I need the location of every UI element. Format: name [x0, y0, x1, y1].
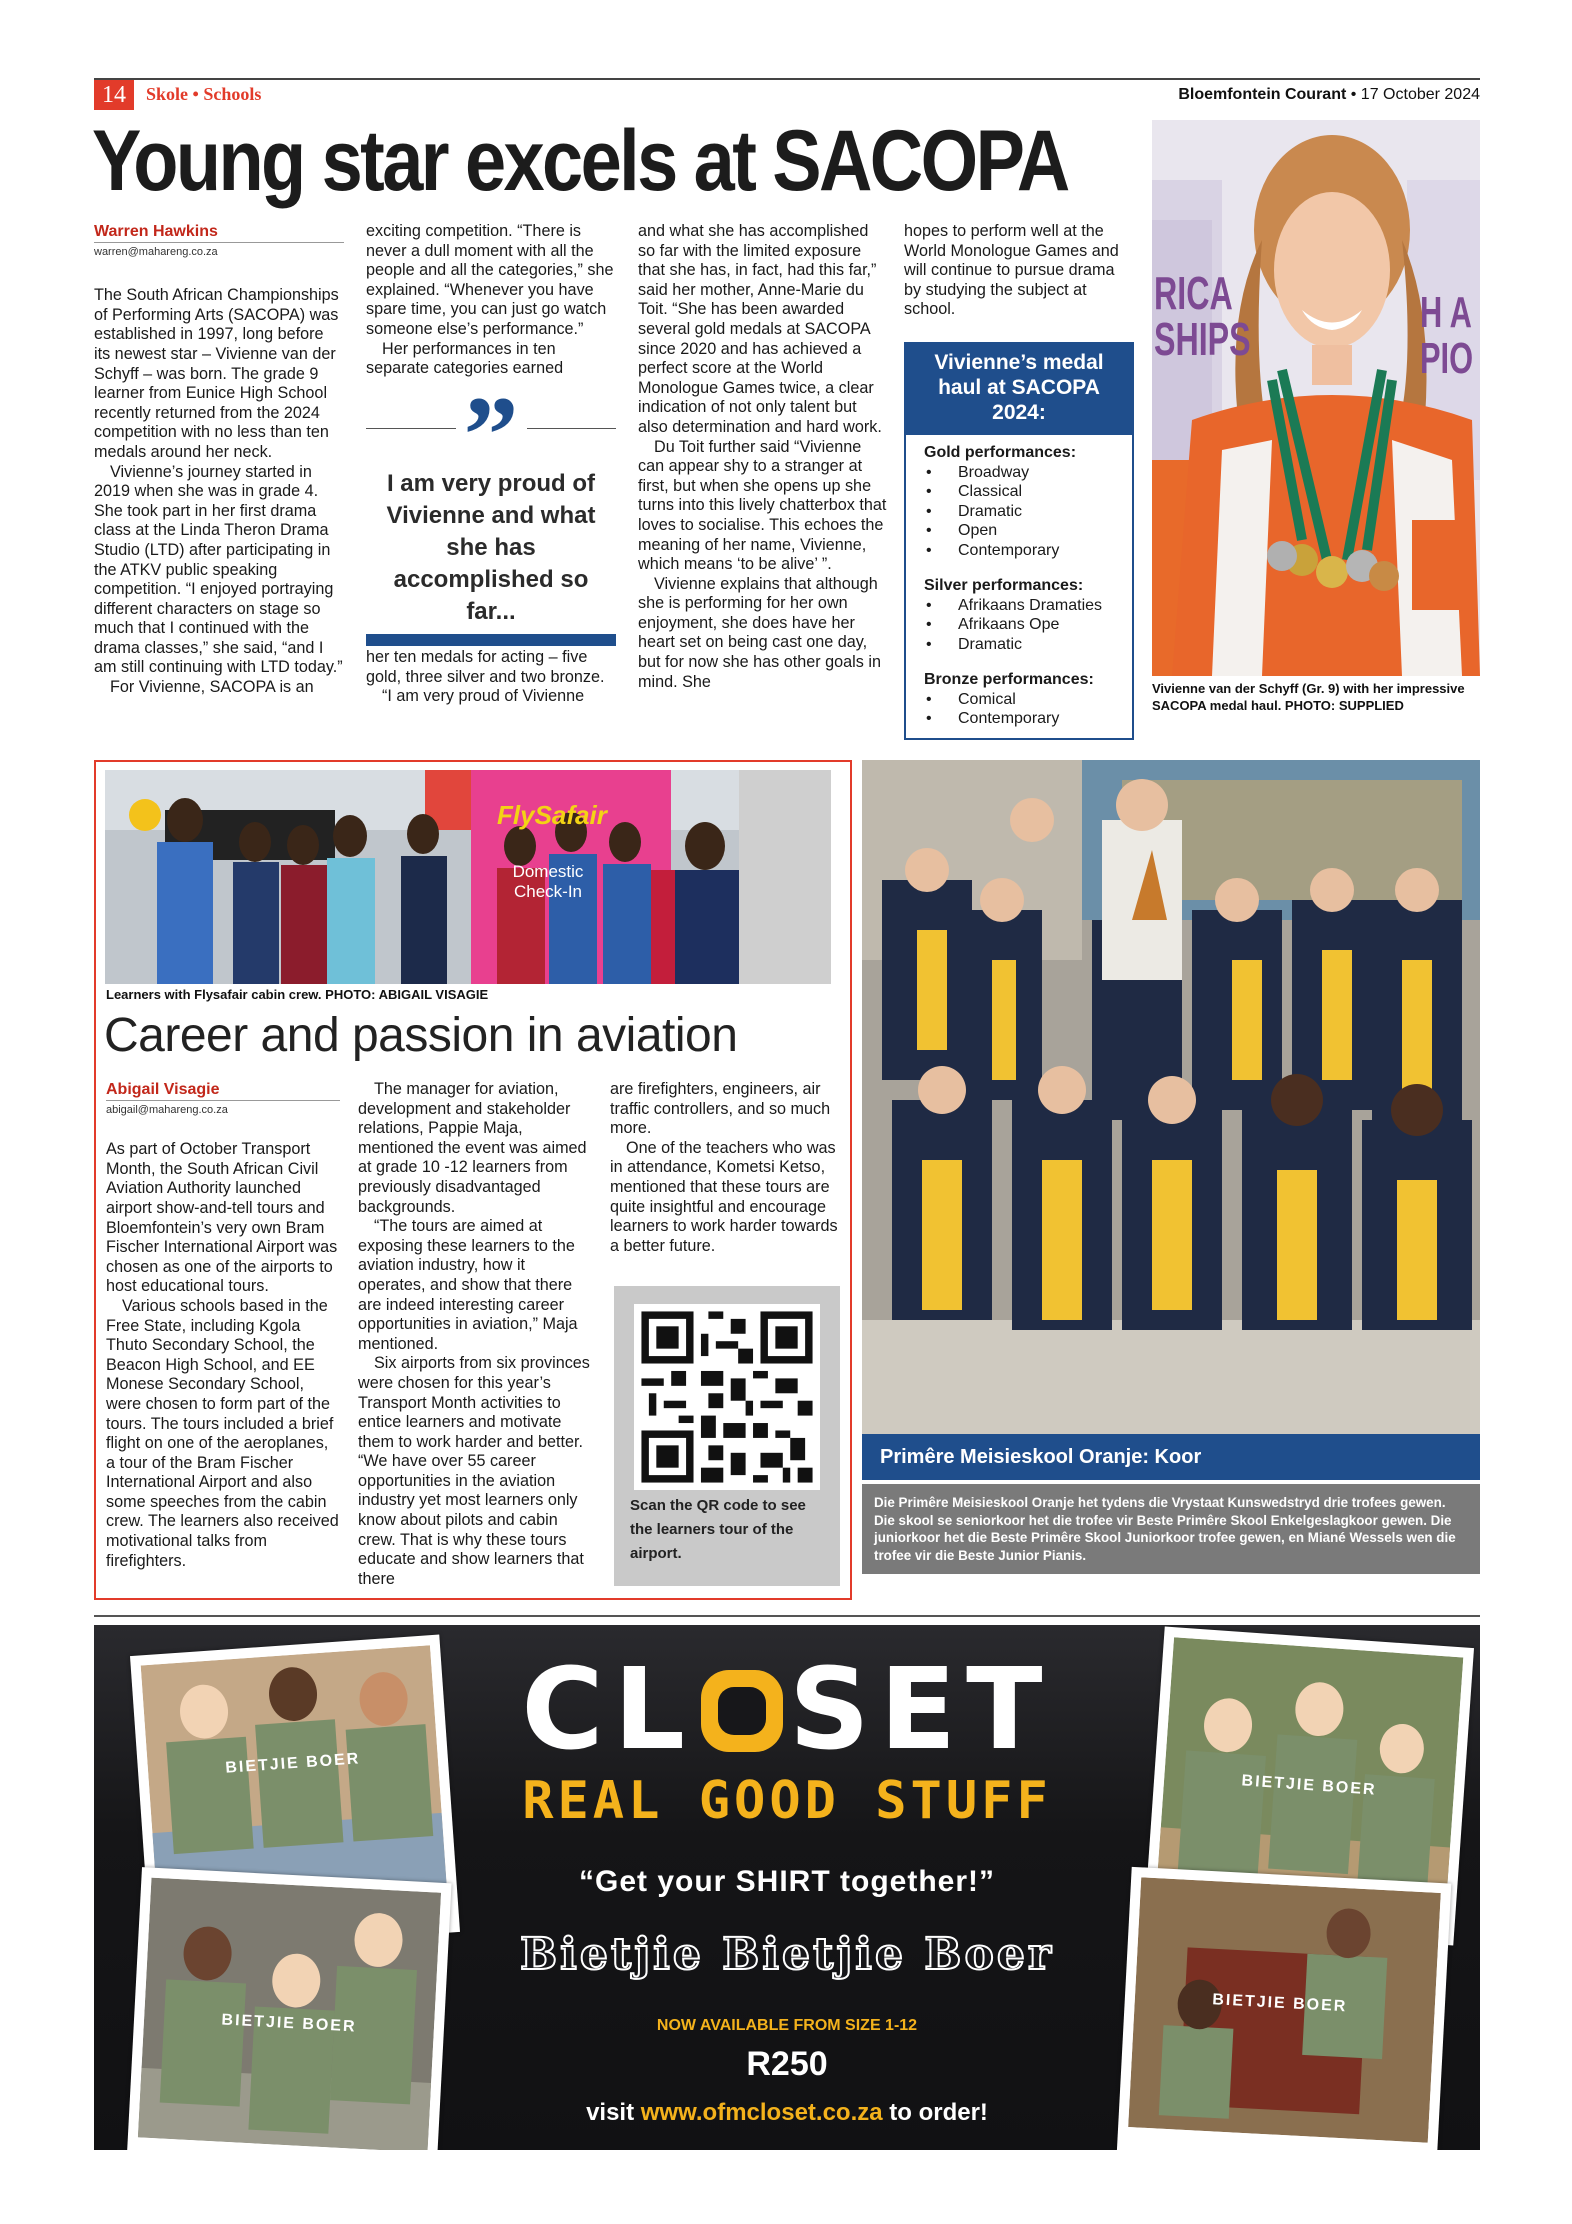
- article1-col4: [904, 222, 1134, 320]
- vivienne-photo: [1152, 120, 1480, 676]
- article2-col2: [358, 1080, 592, 1589]
- closet-advert[interactable]: [94, 1625, 1480, 2150]
- article2-col3: [610, 1080, 840, 1256]
- qr-code-icon[interactable]: [634, 1304, 820, 1490]
- vivienne-photo-caption: Vivienne van der Schyff (Gr. 9) with her impressive SACOPA medal haul. PHOTO: SUPPLIED: [1152, 681, 1465, 713]
- paragraph: “I am very proud of Vivienne: [382, 687, 585, 706]
- list-item: • Comical: [924, 690, 1122, 710]
- medal-box-body: [906, 435, 1132, 735]
- article2-byline: Abigail Visagie: [106, 1081, 220, 1098]
- shirt-print: BIETJIE BOER: [1211, 1991, 1348, 2016]
- closet-o-icon: [701, 1670, 783, 1752]
- paragraph: “The tours are aimed at exposing these learners to the aviation industry, how it operates, and show that there are indeed interesting career opportunities in aviation,” Maja mentioned.: [358, 1217, 578, 1353]
- closet-logo-right: SET: [788, 1645, 1053, 1775]
- paragraph: Du Toit further said “Vivienne can appear shy to a stranger at first, but when she opens up she turns into this lively chatterbox that loves to socialise. This echoes the meaning of her name, Vivienne, which means ‘to be alive’ ”.: [638, 437, 887, 574]
- ad-photo-right-bottom: [1117, 1867, 1452, 2150]
- ad-visit-prefix: visit: [586, 2099, 641, 2126]
- ad-tagline: REAL GOOD STUFF: [522, 1771, 1052, 1831]
- flysafair-sign-text: Domestic Check-In: [512, 862, 584, 901]
- banner-text-left: RICA SHIPS: [1154, 267, 1251, 365]
- ad-price: R250: [746, 2045, 828, 2083]
- article2-col1: [106, 1080, 340, 1571]
- masthead: [1178, 86, 1480, 104]
- page-number: 14: [94, 80, 134, 110]
- list-item: • Afrikaans Ope: [924, 615, 1122, 635]
- bronze-heading: Bronze performances:: [924, 671, 1094, 688]
- koor-photo-art: [862, 760, 1480, 1436]
- list-item: • Contemporary: [924, 709, 1122, 729]
- ad-visit: [494, 2099, 1080, 2127]
- paragraph: hopes to perform well at the World Monologue Games and will continue to pursue drama by studying the subject at school.: [904, 222, 1119, 319]
- list-item: • Classical: [924, 482, 1122, 502]
- article2-email: abigail@mahareng.co.za: [106, 1103, 228, 1116]
- article1-col2: [366, 222, 616, 379]
- list-item: • Dramatic: [924, 502, 1122, 522]
- paragraph: The manager for aviation, development and stakeholder relations, Pappie Maja, mentioned the event was aimed at grade 10 -12 learners from previously disadvantaged backgrounds.: [358, 1080, 587, 1216]
- top-rule: [94, 78, 1480, 80]
- banner-text-right: H A PIO: [1420, 288, 1474, 383]
- paragraph: are firefighters, engineers, air traffic controllers, and so much more.: [610, 1080, 831, 1138]
- paragraph: her ten medals for acting – five gold, three silver and two bronze.: [366, 648, 605, 686]
- paragraph: One of the teachers who was in attendance, Kometsi Ketso, mentioned that these tours are quite insightful and encourage learners to work harder towards a better future.: [610, 1138, 838, 1255]
- koor-title: Primêre Meisieskool Oranje: Koor: [862, 1434, 1480, 1480]
- shirt-print: BIETJIE BOER: [1241, 1772, 1378, 1799]
- article1-col2-bottom: [366, 648, 616, 707]
- shirt-print: BIETJIE BOER: [224, 1750, 361, 1777]
- koor-caption: Die Primêre Meisieskool Oranje het tydens die Vrystaat Kunswedstryd drie trofees gewen. Die skool se seniorkoor het die trofee vir Beste Primêre Skool Enkelgeslagkoor gewen. Die juniorkoor het die Beste Primêre Skool Juniorkoor trofee gewen, en Miané Wessels wen die trofee vir die Beste Junior Pianis.: [862, 1484, 1480, 1574]
- aviation-photo-caption: Learners with Flysafair cabin crew. PHOTO: ABIGAIL VISAGIE: [106, 987, 489, 1002]
- quote-mark-icon: ”: [456, 400, 527, 460]
- paragraph: Vivienne’s journey started in 2019 when she was in grade 4. She took part in her first drama class at the Linda Theron Drama Studio (LTD) after participating in the ATKV public speaking competition. “I enjoyed portraying different characters on stage so much that I continued with the drama classes,” she said, “and I am still continuing with LTD today.”: [94, 462, 343, 677]
- list-item: • Afrikaans Dramaties: [924, 596, 1122, 616]
- paragraph: and what she has accomplished so far with the limited exposure that she has, in fact, had this far,” said her mother, Anne-Marie du Toit. “She has been awarded several gold medals at SACOPA since 2020 and has achieved a perfect score at the World Monologue Games twice, a clear indication of not only talent but also determination and hard work.: [638, 222, 882, 436]
- paragraph: The South African Championships of Performing Arts (SACOPA) was established in 1997, long before its newest star – Vivienne van der Schyff – was born. The grade 9 learner from Eunice High School recently returned from the 2024 competition with no less than ten medals around her neck.: [94, 286, 339, 461]
- list-item: • Broadway: [924, 463, 1122, 483]
- ad-photo-left-bottom: [126, 1867, 451, 2150]
- qr-caption: Scan the QR code to see the learners tour of the airport.: [630, 1497, 806, 1562]
- flysafair-sign-brand: FlySafair: [497, 800, 607, 830]
- shirt-print: BIETJIE BOER: [221, 2011, 357, 2036]
- article1-email: warren@mahareng.co.za: [94, 245, 218, 258]
- ad-visit-url[interactable]: www.ofmcloset.co.za: [640, 2099, 883, 2126]
- ad-product: Bietjie Bietjie Boer: [519, 1929, 1055, 1980]
- qr-box: [614, 1286, 840, 1586]
- pull-quote-bar: [366, 634, 616, 646]
- section-label: Skole • Schools: [146, 84, 262, 104]
- ad-visit-suffix: to order!: [882, 2099, 988, 2126]
- aviation-photo-art: [105, 770, 831, 984]
- article1-col1: [94, 222, 344, 698]
- paragraph: Six airports from six provinces were chosen for this year’s Transport Month activities to entice learners and motivate them to work harder and better. “We have over 55 career opportunities in the aviation industry yet most learners only know about pilots and cabin crew. That is why these tours educate and show learners that there: [358, 1354, 590, 1588]
- ad-top-rule: [94, 1615, 1480, 1617]
- list-item: • Dramatic: [924, 635, 1122, 655]
- paragraph: exciting competition. “There is never a dull moment with all the people and all the categories,” she explained. “Whenever you have spare time, you can just go watch someone else’s performance.”: [366, 222, 614, 338]
- gold-list: [924, 463, 1122, 561]
- vivienne-photo-art: [1152, 120, 1480, 676]
- paragraph: Her performances in ten separate categories earned: [366, 339, 564, 378]
- aviation-photo: [105, 770, 831, 984]
- article1-headline: Young star excels at SACOPA: [92, 113, 1068, 209]
- pull-quote: [366, 374, 616, 646]
- silver-heading: Silver performances:: [924, 577, 1084, 594]
- article1-byline: Warren Hawkins: [94, 223, 218, 240]
- paragraph: Various schools based in the Free State, including Kgola Thuto Secondary School, the Beacon High School, and EE Monese Secondary School, were chosen to form part of the tours. The tours included a brief flight on one of the aeroplanes, a tour of the Bram Fischer International Airport and also some speeches from the cabin crew. The learners also received motivational talks from firefighters.: [106, 1296, 339, 1570]
- bronze-list: [924, 690, 1122, 729]
- paragraph: Vivienne explains that although she is performing for her own enjoyment, she does have her heart set on being cast one day, but for now she has other goals in mind. She: [638, 574, 881, 691]
- list-item: • Contemporary: [924, 541, 1122, 561]
- aviation-headline: Career and passion in aviation: [104, 1009, 738, 1062]
- medal-box: [904, 342, 1134, 740]
- closet-logo: [494, 1645, 1080, 1775]
- ad-availability: NOW AVAILABLE FROM SIZE 1-12: [656, 2017, 918, 2034]
- issue-date: • 17 October 2024: [1346, 86, 1480, 103]
- ad-quote: “Get your SHIRT together!”: [578, 1865, 995, 1898]
- list-item: • Open: [924, 521, 1122, 541]
- paragraph: As part of October Transport Month, the South African Civil Aviation Authority launched airport show-and-tell tours and Bloemfontein’s very own Bram Fischer International Airport was chosen as one of the airports to host educational tours.: [106, 1140, 338, 1296]
- paper-name: Bloemfontein Courant: [1178, 86, 1347, 103]
- koor-photo: [862, 760, 1480, 1436]
- closet-logo-left: CL: [521, 1645, 695, 1775]
- gold-heading: Gold performances:: [924, 444, 1077, 461]
- medal-box-title: Vivienne’s medal haul at SACOPA 2024:: [906, 344, 1132, 435]
- article1-col3: [638, 222, 888, 692]
- silver-list: [924, 596, 1122, 655]
- paragraph: For Vivienne, SACOPA is an: [110, 678, 314, 697]
- pull-quote-text: I am very proud of Vivienne and what she has accomplished so far...: [386, 470, 596, 625]
